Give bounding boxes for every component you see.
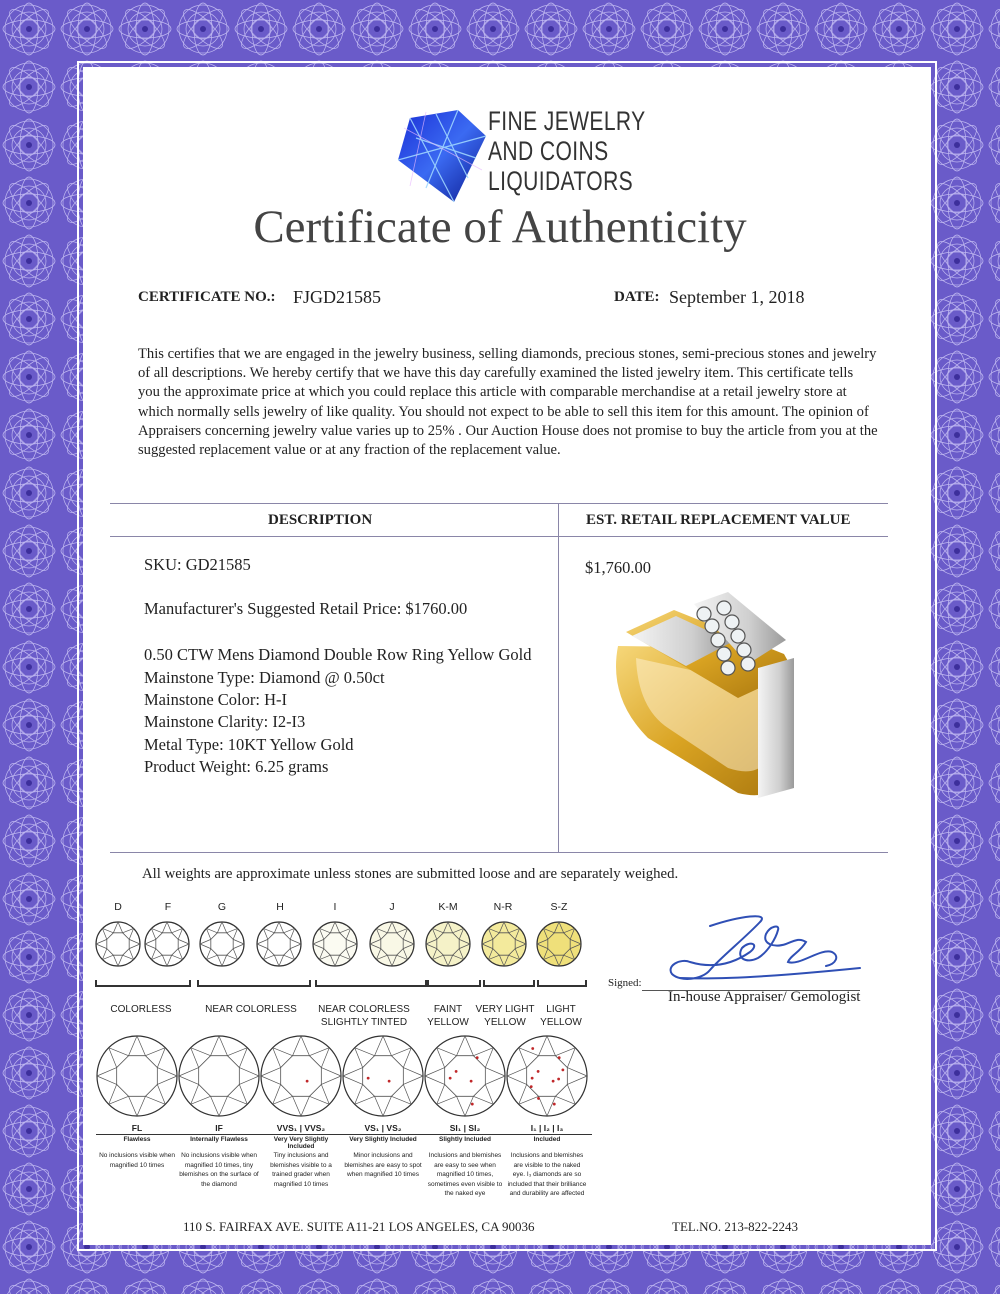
handwritten-signature bbox=[650, 908, 870, 988]
color-group-bracket bbox=[484, 980, 534, 986]
color-group-bracket bbox=[538, 980, 586, 986]
inclusion-mark bbox=[561, 1069, 564, 1072]
clarity-code: VVS₁ | VVS₂ bbox=[276, 1123, 326, 1133]
msrp-text: Manufacturer's Suggested Retail Price: $1760.00 bbox=[144, 599, 468, 618]
appraiser-title: In-house Appraiser/ Gemologist bbox=[668, 989, 861, 1005]
clarity-code: SI₁ | SI₂ bbox=[449, 1123, 481, 1133]
certificate-no-label: CERTIFICATE NO.: bbox=[138, 289, 276, 305]
color-category bbox=[96, 1003, 186, 1016]
color-grade-diamond-icon bbox=[145, 922, 189, 966]
inclusion-mark bbox=[455, 1070, 458, 1073]
table-top-rule bbox=[110, 503, 888, 504]
color-category bbox=[472, 1003, 538, 1029]
inclusion-mark bbox=[537, 1097, 540, 1100]
clarity-desc: Minor inclusions and blemishes are easy to spot when magnified 10 times bbox=[344, 1152, 422, 1178]
clarity-name: Flawless bbox=[123, 1136, 151, 1143]
table-header-rule bbox=[110, 536, 888, 537]
inclusion-mark bbox=[306, 1080, 309, 1083]
clarity-code: VS₁ | VS₂ bbox=[364, 1123, 402, 1133]
color-category-line: SLIGHTLY TINTED bbox=[320, 1017, 408, 1028]
clarity-desc: No inclusions visible when magnified 10 times bbox=[99, 1152, 175, 1169]
logo-line-1: FINE JEWELRY bbox=[488, 106, 646, 136]
table-bottom-rule bbox=[110, 852, 888, 853]
value-header: EST. RETAIL REPLACEMENT VALUE bbox=[586, 512, 851, 528]
table-column-divider bbox=[558, 503, 559, 852]
color-grade-letter: K-M bbox=[438, 901, 458, 913]
color-grade-letter: D bbox=[114, 901, 122, 913]
clarity-gems bbox=[96, 1030, 592, 1124]
color-gems bbox=[92, 918, 592, 994]
clarity-desc: Inclusions and blemishes are easy to see when magnified 10 times, sometimes even visible to the naked eye bbox=[427, 1152, 503, 1197]
inclusion-mark bbox=[367, 1077, 370, 1080]
color-category bbox=[196, 1003, 306, 1016]
color-category-line: YELLOW bbox=[540, 1017, 582, 1028]
sku-text: SKU: GD21585 bbox=[144, 555, 251, 574]
date-value: September 1, 2018 bbox=[669, 287, 805, 307]
weights-note: All weights are approximate unless stones are submitted loose and are separately weighed. bbox=[142, 866, 679, 882]
clarity-diamond-icon bbox=[97, 1036, 177, 1116]
color-group-bracket bbox=[198, 980, 310, 986]
color-grade-diamond-icon bbox=[313, 922, 357, 966]
clarity-diamond-icon bbox=[179, 1036, 259, 1116]
color-grade-letter: S-Z bbox=[550, 901, 568, 913]
clarity-name: Very Very Slightly Included bbox=[273, 1136, 329, 1150]
color-category-line: YELLOW bbox=[484, 1017, 526, 1028]
color-grade-diamond-icon bbox=[482, 922, 526, 966]
color-category-line: LIGHT bbox=[546, 1004, 576, 1015]
desc-line: Metal Type: 10KT Yellow Gold bbox=[144, 735, 354, 754]
inclusion-mark bbox=[531, 1047, 534, 1050]
date-label: DATE: bbox=[614, 289, 660, 305]
clarity-code: FL bbox=[131, 1123, 143, 1133]
footer-tel: TEL.NO. 213-822-2243 bbox=[672, 1219, 799, 1234]
color-grade-diamond-icon bbox=[96, 922, 140, 966]
inclusion-mark bbox=[537, 1070, 540, 1073]
diamond-ring-image bbox=[608, 588, 808, 814]
clarity-desc: Tiny inclusions and blemishes visible to a trained grader when magnified 10 times bbox=[270, 1152, 332, 1188]
inclusion-mark bbox=[471, 1103, 474, 1106]
description-header: DESCRIPTION bbox=[268, 512, 373, 528]
desc-line: 0.50 CTW Mens Diamond Double Row Ring Yellow Gold bbox=[144, 645, 532, 664]
color-category bbox=[304, 1003, 424, 1029]
color-grade-letter: J bbox=[389, 901, 395, 913]
inclusion-mark bbox=[531, 1077, 534, 1080]
color-grade-diamond-icon bbox=[537, 922, 581, 966]
color-category bbox=[418, 1003, 478, 1029]
clarity-name: Internally Flawless bbox=[190, 1136, 248, 1143]
clarity-name: Very Slightly Included bbox=[349, 1136, 417, 1143]
clarity-name: Slightly Included bbox=[438, 1136, 491, 1143]
footer-address: 110 S. FAIRFAX AVE. SUITE A11-21 LOS ANGELES, CA 90036 bbox=[183, 1219, 535, 1234]
clarity-name: Included bbox=[533, 1136, 561, 1143]
color-grade-diamond-icon bbox=[257, 922, 301, 966]
clarity-code: I₁ | I₂ | I₃ bbox=[530, 1123, 564, 1133]
color-group-bracket bbox=[96, 980, 190, 986]
desc-line: Mainstone Type: Diamond @ 0.50ct bbox=[144, 668, 385, 687]
clarity-rule bbox=[96, 1134, 592, 1135]
inclusion-mark bbox=[476, 1056, 479, 1059]
clarity-desc: No inclusions visible when magnified 10 times, tiny blemishes on the surface of the diamond bbox=[179, 1152, 259, 1188]
color-grade-diamond-icon bbox=[426, 922, 470, 966]
logo-line-3: LIQUIDATORS bbox=[488, 166, 634, 196]
certificate-no-value: FJGD21585 bbox=[293, 287, 382, 307]
color-grade-letter: G bbox=[217, 901, 227, 913]
company-name bbox=[488, 106, 646, 196]
inclusion-mark bbox=[449, 1077, 452, 1080]
color-group-bracket bbox=[428, 980, 480, 986]
replacement-value: $1,760.00 bbox=[585, 558, 651, 577]
inclusion-mark bbox=[553, 1103, 556, 1106]
clarity-diamond-icon bbox=[425, 1036, 505, 1116]
inclusion-mark bbox=[530, 1085, 533, 1088]
color-category-line: COLORLESS bbox=[110, 1004, 172, 1015]
color-category-line: FAINT bbox=[433, 1004, 463, 1015]
desc-line: Mainstone Color: H-I bbox=[144, 690, 287, 709]
color-grade-letter: N-R bbox=[493, 901, 513, 913]
color-grade-diamond-icon bbox=[200, 922, 244, 966]
color-category bbox=[534, 1003, 588, 1029]
intro-paragraph: This certifies that we are engaged in the jewelry business, selling diamonds, precious stones, semi-precious stones and jewelry of all descriptions. We hereby certify that we have this day carefully examined the listed jewelry item. This certificate tells you the approximate price at which you could replace this article with comparable merchandise at a retail jewelry store at which normally sells jewelry of like quality. You should not expect to be able to sell this item for this amount. The opinion of Appraisers concerning jewelry value varies up to 25% . Our Auction House does not promise to buy the article from you at the suggested replacement value or at any fraction of the replacement value. bbox=[138, 346, 878, 459]
clarity-diamond-icon bbox=[343, 1036, 423, 1116]
color-grade-diamond-icon bbox=[370, 922, 414, 966]
inclusion-mark bbox=[557, 1078, 560, 1081]
color-category-line: NEAR COLORLESS bbox=[318, 1004, 410, 1015]
color-category-line: NEAR COLORLESS bbox=[205, 1004, 297, 1015]
inclusion-mark bbox=[552, 1080, 555, 1083]
clarity-desc: Inclusions and blemishes are visible to the naked eye. I₃ diamonds are so included that their brilliance and durability are affected bbox=[507, 1152, 587, 1197]
signed-label: Signed: bbox=[608, 977, 642, 989]
color-category-line: VERY LIGHT bbox=[475, 1004, 535, 1015]
clarity-code: IF bbox=[215, 1123, 223, 1133]
desc-line: Mainstone Clarity: I2-I3 bbox=[144, 712, 306, 731]
color-category-line: YELLOW bbox=[427, 1017, 469, 1028]
clarity-diamond-icon bbox=[507, 1036, 587, 1116]
page-title: Certificate of Authenticity bbox=[253, 201, 747, 253]
desc-line: Product Weight: 6.25 grams bbox=[144, 757, 329, 776]
inclusion-mark bbox=[388, 1080, 391, 1083]
color-grade-letter: F bbox=[164, 901, 172, 913]
inclusion-mark bbox=[558, 1056, 561, 1059]
color-grade-letter: H bbox=[276, 901, 284, 913]
inclusion-mark bbox=[470, 1080, 473, 1083]
clarity-diamond-icon bbox=[261, 1036, 341, 1116]
color-grade-letter: I bbox=[333, 901, 337, 913]
logo-line-2: AND COINS bbox=[488, 136, 609, 166]
color-group-bracket bbox=[316, 980, 426, 986]
